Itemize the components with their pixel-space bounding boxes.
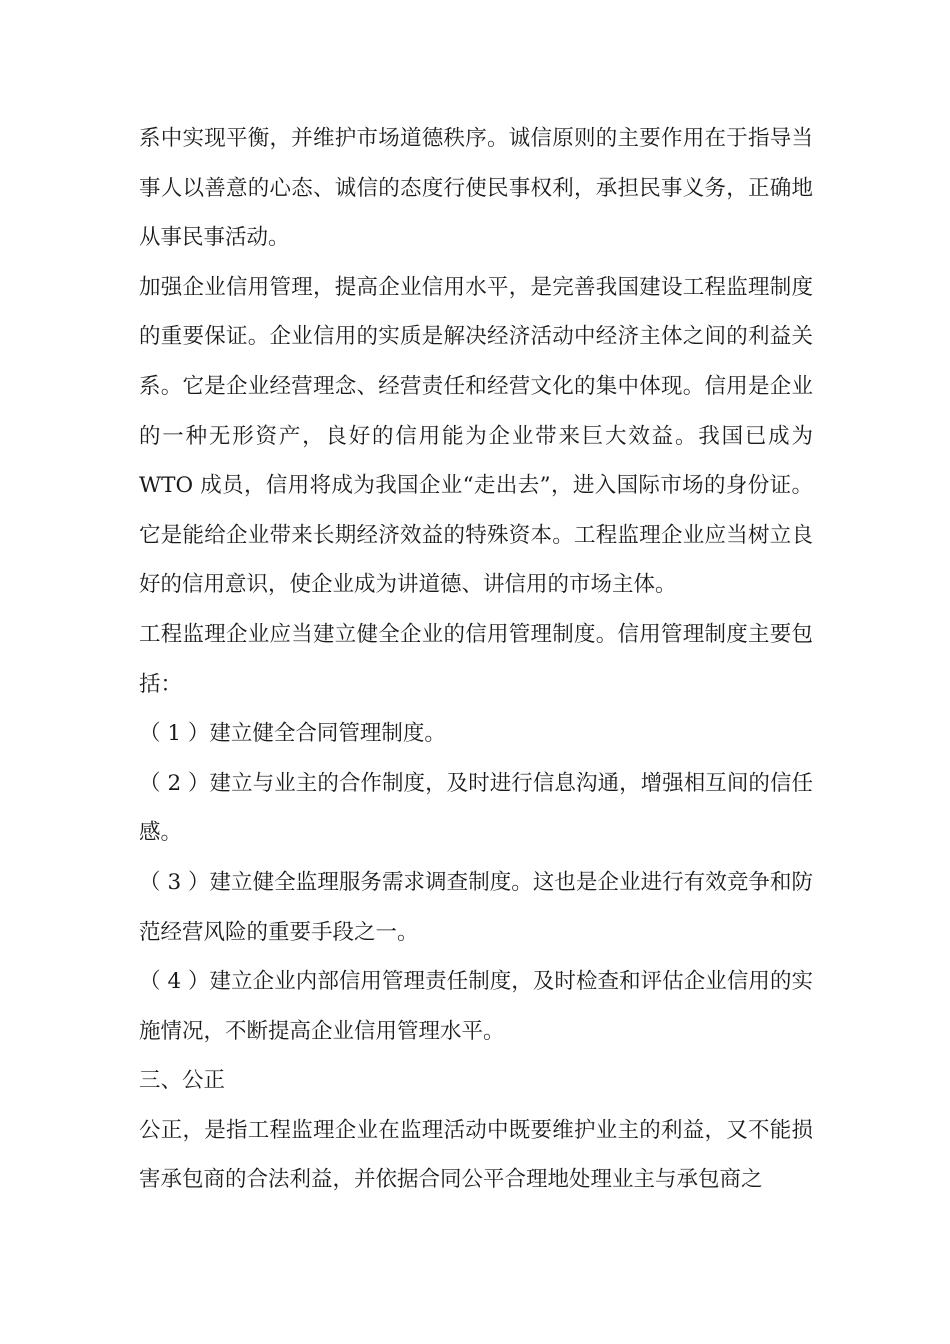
paragraph-credit-system-intro: 工程监理企业应当建立健全企业的信用管理制度。信用管理制度主要包括： <box>139 621 813 697</box>
document-body <box>139 114 813 1205</box>
list-item-1: （ 1 ）建立健全合同管理制度。 <box>139 721 446 747</box>
paragraph-fairness: 公正，是指工程监理企业在监理活动中既要维护业主的利益，又不能损害承包商的合法利益，并依据合同公平合理地处理业主与承包商之 <box>139 1117 813 1193</box>
list-item-2: （ 2 ）建立与业主的合作制度，及时进行信息沟通，增强相互间的信任感。 <box>139 770 813 846</box>
paragraph-integrity-principle: 系中实现平衡，并维护市场道德秩序。诚信原则的主要作用在于指导当事人以善意的心态、诚信的态度行使民事权利，承担民事义务，正确地从事民事活动。 <box>139 126 813 251</box>
paragraph-credit-management: 加强企业信用管理，提高企业信用水平，是完善我国建设工程监理制度的重要保证。企业信用的实质是解决经济活动中经济主体之间的利益关系。它是企业经营理念、经营责任和经营文化的集中体现。信用是企业的一种无形资产，良好的信用能为企业带来巨大效益。我国已成为 WTO 成员，信用将成为我国企业“走出去”，进入国际市场的身份证。它是能给企业带来长期经济效益的特殊资本。工程监理企业应当树立良好的信用意识，使企业成为讲道德、讲信用的市场主体。 <box>139 274 813 598</box>
section-heading-fairness: 三、公正 <box>139 1068 226 1094</box>
list-item-4: （ 4 ）建立企业内部信用管理责任制度，及时检查和评估企业信用的实施情况，不断提高企业信用管理水平。 <box>139 969 813 1044</box>
list-item-3: （ 3 ）建立健全监理服务需求调查制度。这也是企业进行有效竞争和防范经营风险的重要手段之一。 <box>139 869 813 945</box>
